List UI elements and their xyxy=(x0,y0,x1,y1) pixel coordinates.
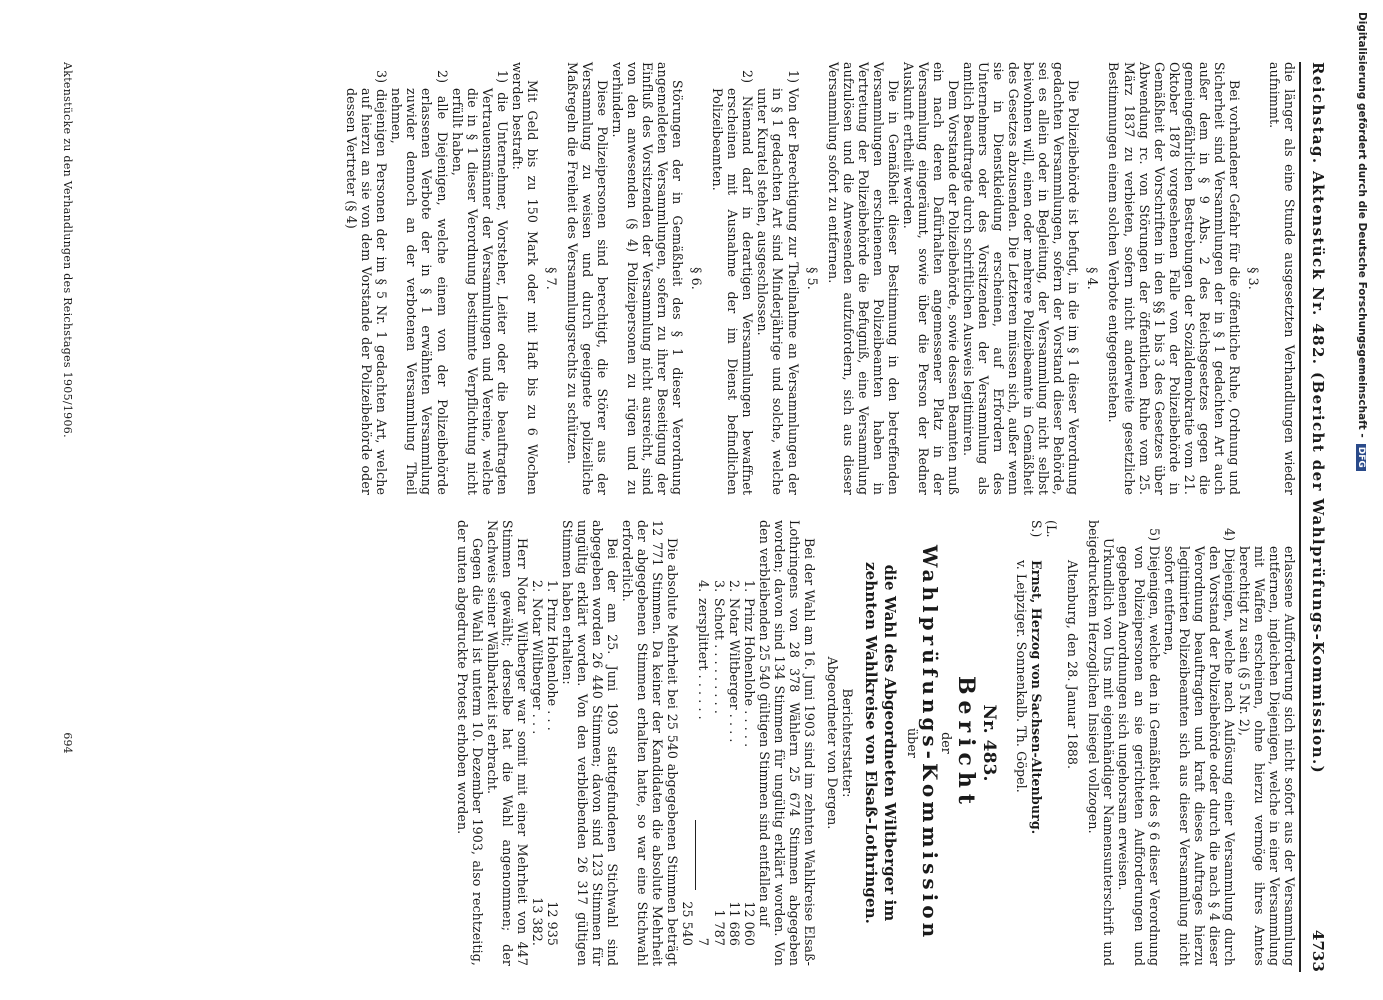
vote-list-runoff xyxy=(530,520,560,966)
list-item xyxy=(696,520,711,966)
section-heading: § 6. xyxy=(689,267,705,290)
vote-count: 11 686 xyxy=(726,901,742,946)
vote-count: 13 382. xyxy=(529,897,545,946)
list-item xyxy=(530,520,545,966)
vote-count: 1 787 xyxy=(711,909,727,946)
header-page-number: 4733 xyxy=(1309,929,1327,972)
section-heading: § 4. xyxy=(1085,267,1101,290)
list-number: 1. xyxy=(741,580,757,593)
dfg-logo-icon: DFG xyxy=(1356,444,1366,471)
list-number: 4. xyxy=(696,580,712,593)
candidate-name: zersplittert . . . . . . xyxy=(696,598,712,720)
section-heading: § 5. xyxy=(804,267,820,290)
list-item: 4) Diejenigen, welche nach Auflösung einer Versammlung durch den Vorstand der Polizeibehörde oder durch die nach § 4 dieser Verordnung beauftragten und kraft dieses Auftrages hierzu legitimirten Polizeibeamten sich aus dieser Versammlung nicht sofort entfernen, xyxy=(1161,528,1237,966)
list-item: 2) Niemand darf in derartigen Versammlungen bewaffnet erscheinen mit Ausnahme der im Dienst befindlichen Polizeibeamten. xyxy=(710,70,756,495)
candidate-name: Prinz Hohenlohe . . . . . xyxy=(741,598,757,748)
list-item xyxy=(545,520,560,966)
page-header xyxy=(1299,62,1331,972)
digitization-text: Digitalisierung gefördert durch die Deutsche Forschungsgemeinschaft - xyxy=(1356,12,1368,438)
paragraph: Störungen der in Gemäßheit des § 1 dieser Verordnung angemeldeten Versammlungen, sofern zu ihrer Beseitigung der Einfluß des Vorsitzenden der Versammlung nicht ausreicht, sind von den anwesenden (§ 4) Polizeipersonen zu rügen und zu verhindern. xyxy=(610,62,686,495)
signature-duke: Ernst, Herzog von Sachsen-Altenburg. xyxy=(1029,560,1045,835)
rapporteur-name: Abgeordneter von Dergen. xyxy=(824,656,840,830)
list-number: 3. xyxy=(711,580,727,593)
paragraph: Bei der am 25. Juni 1903 stattgefundenen Stichwahl sind abgegeben worden 26 440 Stimmen; davon sind 123 Stimmen für ungültig erklärt worden. Von den verbleibenden 26 317 gültigen Stimmen haben erhalten: xyxy=(560,520,621,966)
report-commission: Wahlprüfungs-Kommission xyxy=(918,544,943,942)
paragraph: Die absolute Mehrheit bei 25 540 abgegebenen Stimmen beträgt 12 771 Stimmen. Da keiner der Kandidaten die absolute Mehrheit der abgegebenen Stimmen erhalten hatte, so war eine Stichwahl erforderlich. xyxy=(620,520,681,966)
right-column xyxy=(455,520,1297,966)
report-subject: die Wahl des Abgeordneten Wiltberger im zehnten Wahlkreise von Elsaß-Lothringen. xyxy=(861,562,899,924)
paragraph: Bei vorhandener Gefahr für die öffentliche Ruhe, Ordnung und Sicherheit sind Versammlungen der in § 1 gedachten Art auch außer dem in § 9 Abs. 2 des Reichsgesetzes gegen die gemeingefährlichen Bestrebungen der Sozialdemokratie vom 21. Oktober 1878 vorgesehenen Falle von der Polizeibehörde in Gemäßheit der Vorschriften in den §§ 1 bis 3 des Gesetzes über Abwendung rc. von Störungen der öffentlichen Ruhe vom 25. März 1837 zu verbieten, sofern nicht anderweite gesetzliche Bestimmungen einem solchen Verbote entgegenstehen. xyxy=(1106,62,1242,495)
vote-list-first xyxy=(680,520,756,966)
report-ueber: über xyxy=(904,727,920,759)
list-item: 2) alle Diejenigen, welche einem von der Polizeibehörde erlassenen Verbote der in § 1 erwähnten Versammlung zuwider dennoch an der verbotenen Versammlung Theil nehmen, xyxy=(389,70,450,495)
candidate-name: Schott . . . . . . . . . xyxy=(711,598,727,714)
candidate-name: Notar Wiltberger . . . xyxy=(529,598,545,735)
list-item xyxy=(712,520,727,966)
section-heading: § 3. xyxy=(1245,267,1261,290)
seal-mark: (L. S.) xyxy=(1029,520,1060,538)
paragraph: Urkundlich von Uns mit eigenhändiger Namensunterschrift und beigedrucktem Herzoglichen Insiegel vollzogen. xyxy=(1086,520,1117,966)
paragraph: erlassene Aufforderung sich nicht sofort aus der Versammlung entfernen, ingleichen Diejenigen, welche in einer Versammlung mit Waffen erscheinen, ohne hierzu vermöge ihres Amtes berechtigt zu sein (§ 5 Nr. 2), xyxy=(1236,546,1297,966)
paragraph: Diese Polizeipersonen sind berechtigt, die Störer aus der Versammlung zu weisen und durch geeignete polizeiliche Maßregeln die Freiheit des Versammlungsrechts zu schützen. xyxy=(564,62,610,495)
paragraph: Herr Notar Wiltberger war somit mit einer Mehrheit von 447 Stimmen gewählt; derselbe hat die Wahl angenommen; der Nachweis seiner Wählbarkeit ist erbracht. xyxy=(484,520,530,966)
place-date: Altenburg, den 28. Januar 1888. xyxy=(1065,560,1081,770)
list-number: 2. xyxy=(726,580,742,593)
list-number: 1. xyxy=(545,580,561,593)
vote-total: 25 540 xyxy=(680,901,696,946)
vote-count: 12 060 xyxy=(741,901,757,946)
list-item: 3) diejenigen Personen der im § 5 Nr. 1 gedachten Art, welche auf hierzu an sie von dem Vorstande der Polizeibehörde oder dessen Vertreter (§ 4) xyxy=(344,70,390,495)
list-item xyxy=(742,520,757,966)
paragraph: Bei der Wahl am 16. Juni 1903 sind im zehnten Wahlkreise Elsaß-Lothringens von 28 378 Wählern 25 674 Stimmen abgegeben worden; davon sind 134 Stimmen für ungültig erklärt worden. Von den verbleibenden 25 540 gültigen Stimmen sind entfallen auf xyxy=(756,520,817,966)
footer-page-number: 694 xyxy=(61,732,74,754)
header-title: Reichstag. Aktenstück Nr. 482. (Bericht der Wahlprüfungs-Kommission.) xyxy=(1309,62,1327,775)
report-number: Nr. 483. xyxy=(979,704,1000,782)
list-item xyxy=(727,520,742,966)
list-number: 2. xyxy=(529,580,545,593)
list-item: 5) Diejenigen, welche den in Gemäßheit des § 6 dieser Verordnung von Polizeipersonen an sie gerichteten Aufforderungen und gegebenen Anordnungen sich ungehorsam erweisen. xyxy=(1116,528,1162,966)
left-column xyxy=(344,62,1297,495)
paragraph: Mit Geld bis zu 150 Mark oder mit Haft bis zu 6 Wochen werden bestraft: xyxy=(509,62,540,495)
list-item: 1) die Unternehmer, Vorsteher, Leiter oder die beauftragten Vertrauensmänner der Versammlungen und Vereine, welche die in § 1 dieser Verordnung bestimmte Verpflichtung nicht erfüllt haben, xyxy=(449,70,510,495)
paragraph: Dem Vorstande der Polizeibehörde, sowie dessen Beamten muß ein nach deren Dafürhalten angemessener Platz in der Versammlung eingeräumt, sowie über die Person der Redner Auskunft ertheilt werden. xyxy=(900,62,962,495)
report-title: Bericht xyxy=(953,675,980,811)
report-der: der xyxy=(939,732,955,754)
rapporteur-label: Berichterstatter: xyxy=(839,688,855,798)
candidate-name: Notar Wiltberger . . . . xyxy=(726,598,742,743)
section-heading: § 7. xyxy=(543,267,559,290)
list-item: 1) Von der Berechtigung zur Theilnahme an Versammlungen der in § 1 gedachten Art sind Minderjährige und solche, welche unter Kuratel stehen, ausgeschlossen. xyxy=(755,70,801,495)
paragraph: Die in Gemäßheit dieser Bestimmung in den betreffenden Versammlungen erschienenen Polizeibeamten haben in Vertretung der Polizeibehörde die Befugniß, eine Versammlung aufzulösen und die Anwesenden aufzufordern, sich aus dieser Versammlung sofort zu entfernen. xyxy=(825,62,901,495)
digitization-note xyxy=(1354,12,1368,988)
paragraph: Gegen die Wahl ist unterm 10. Dezember 1903, also rechtzeitig, der unten abgedruckte Protest erhoben worden. xyxy=(454,520,485,966)
paragraph: die länger als eine Stunde ausgesetzten Verhandlungen wieder aufnimmt. xyxy=(1266,62,1297,495)
paragraph: Die Polizeibehörde ist befugt, in die im § 1 dieser Verordnung gedachten Versammlungen, sofern der Vorstand dieser Behörde, sei es allein oder in Begleitung, der Versammlung nicht selbst beiwohnen will, einen oder mehrere Polizeibeamte in Gemäßheit des Gesetzes abzusenden. Die Letzteren müssen sich, außer wenn sie in Dienstkleidung erscheinen, auf Erfordern des Unternehmers oder des Vorsitzenden der Versammlung als amtlich Beauftragte durch schriftlichen Ausweis legitimiren. xyxy=(961,62,1082,495)
signature-ministers: v. Leipziger. Sonnenkalb. Th. Göpel. xyxy=(1014,560,1030,793)
vote-count: 12 935 xyxy=(545,901,561,946)
candidate-name: Prinz Hohenlohe . . . xyxy=(545,598,561,731)
footer-title: Aktenstücke zu den Verhandlungen des Reichstages 1905/1906. xyxy=(61,62,74,438)
vote-count: 7 xyxy=(696,937,712,946)
